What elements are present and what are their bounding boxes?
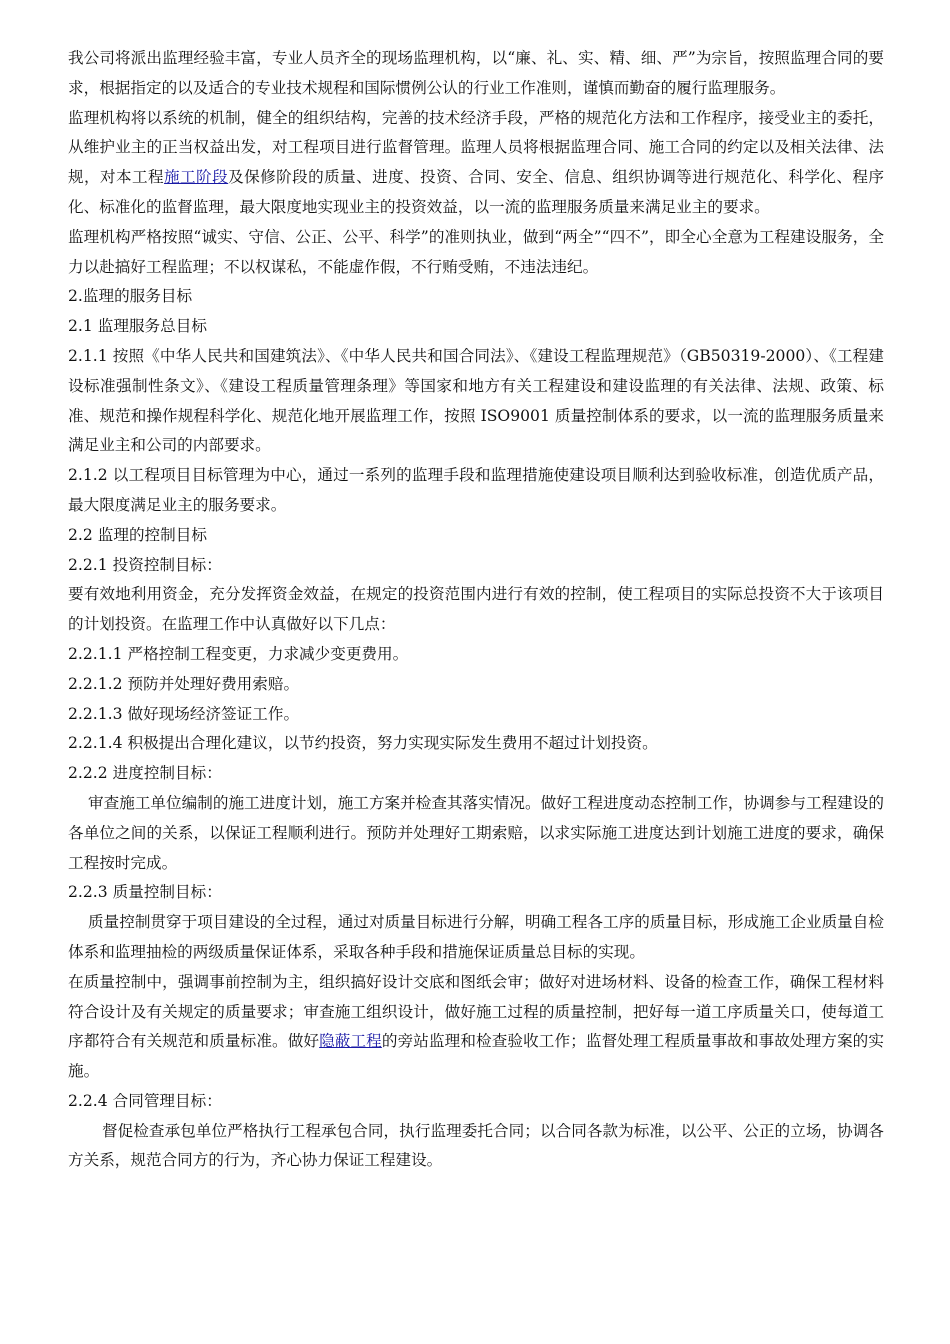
- section-heading-2-2: 2.2 监理的控制目标: [68, 525, 207, 544]
- paragraph-2-1-2: 2.1.2 以工程项目目标管理为中心，通过一系列的监理手段和监理措施使建设项目顺利达到验收标准，创造优质产品，最大限度满足业主的服务要求。: [68, 466, 884, 514]
- item-2-2-1-1: 2.2.1.1 严格控制工程变更，力求减少变更费用。: [68, 644, 409, 663]
- item-2-2-1-2: 2.2.1.2 预防并处理好费用索赔。: [68, 674, 300, 693]
- quality-control-paragraph: [68, 968, 884, 1087]
- heading-2-2-2: 2.2.2 进度控制目标：: [68, 764, 222, 783]
- schedule-paragraph: 审查施工单位编制的施工进度计划，施工方案并检查其落实情况。做好工程进度动态控制工作，协调参与工程建设的各单位之间的关系，以保证工程顺利进行。预防并处理好工期索赔，以求实际施工进度达到计划施工进度的要求，确保工程按时完成。: [68, 793, 884, 872]
- quality-control-text-start: 在质量控制中，强调事前控制为主，组织搞好设计交底和图纸会审；做好对进场材料、设备的检查工作，确保工程材料符合设计及有关规定的质量要求；审查施工组织设计，做好施工过程的质量控制，把好每一道工序质量关口，使每道工序都符合有关规范和质量标准。做好: [68, 972, 884, 1051]
- investment-paragraph: 要有效地利用资金，充分发挥资金效益，在规定的投资范围内进行有效的控制，使工程项目的实际总投资不大于该项目的计划投资。在监理工作中认真做好以下几点：: [68, 585, 884, 634]
- contract-paragraph: 督促检查承包单位严格执行工程承包合同，执行监理委托合同；以合同各款为标准，以公平、公正的立场，协调各方关系，规范合同方的行为，齐心协力保证工程建设。: [68, 1121, 884, 1170]
- construction-phase-link[interactable]: 施工阶段: [164, 168, 229, 187]
- concealed-works-link[interactable]: 隐蔽工程: [319, 1032, 382, 1051]
- paragraph-2-1-1: 2.1.1 按照《中华人民共和国建筑法》、《中华人民共和国合同法》、《建设工程监理规范》（GB50319-2000）、《工程建设标准强制性条文》、《建设工程质量管理条理》等国家和地方有关工程建设和建设监理的有关法律、法规、政策、标准、规范和操作规程科学化、规范化地开展监理工作，按照 ISO9001 质量控制体系的要求，以一流的监理服务质量来满足业主和公司的内部要求。: [68, 346, 884, 455]
- organization-text-end: 及保修阶段的质量、进度、投资、合同、安全、信息、组织协调等进行规范化、科学化、程序化、标准化的监督监理，最大限度地实现业主的投资效益，以一流的监理服务质量来满足业主的要求。: [68, 168, 884, 216]
- principles-paragraph: 监理机构严格按照“诚实、守信、公正、公平、科学”的准则执业，做到“两全”“四不”，即全心全意为工程建设服务，全力以赴搞好工程监理；不以权谋私，不能虚作假，不行贿受贿，不违法违纪。: [68, 227, 884, 276]
- heading-2-2-1: 2.2.1 投资控制目标：: [68, 555, 222, 574]
- heading-2-2-3: 2.2.3 质量控制目标：: [68, 883, 222, 902]
- quality-paragraph: 质量控制贯穿于项目建设的全过程，通过对质量目标进行分解，明确工程各工序的质量目标，形成施工企业质量自检体系和监理抽检的两级质量保证体系，采取各种手段和措施保证质量总目标的实现。: [68, 913, 884, 961]
- item-2-2-1-4: 2.2.1.4 积极提出合理化建议，以节约投资，努力实现实际发生费用不超过计划投资。: [68, 734, 658, 753]
- section-heading-2: 2.监理的服务目标: [68, 287, 193, 306]
- section-heading-2-1: 2.1 监理服务总目标: [68, 317, 207, 336]
- quality-control-text-end: 的旁站监理和检查验收工作；监督处理工程质量事故和事故处理方案的实施。: [68, 1032, 884, 1081]
- heading-2-2-4: 2.2.4 合同管理目标：: [68, 1091, 222, 1110]
- organization-paragraph: [68, 104, 884, 223]
- intro-paragraph: 我公司将派出监理经验丰富，专业人员齐全的现场监理机构，以“廉、礼、实、精、细、严”为宗旨，按照监理合同的要求，根据指定的以及适合的专业技术规程和国际惯例公认的行业工作准则，谨慎而勤奋的履行监理服务。: [68, 49, 884, 97]
- organization-text-start: 监理机构将以系统的机制，健全的组织结构，完善的技术经济手段，严格的规范化方法和工作程序，接受业主的委托，从维护业主的正当权益出发，对工程项目进行监督管理。监理人员将根据监理合同、施工合同的约定以及相关法律、法规，对本工程: [68, 108, 884, 187]
- item-2-2-1-3: 2.2.1.3 做好现场经济签证工作。: [68, 704, 300, 723]
